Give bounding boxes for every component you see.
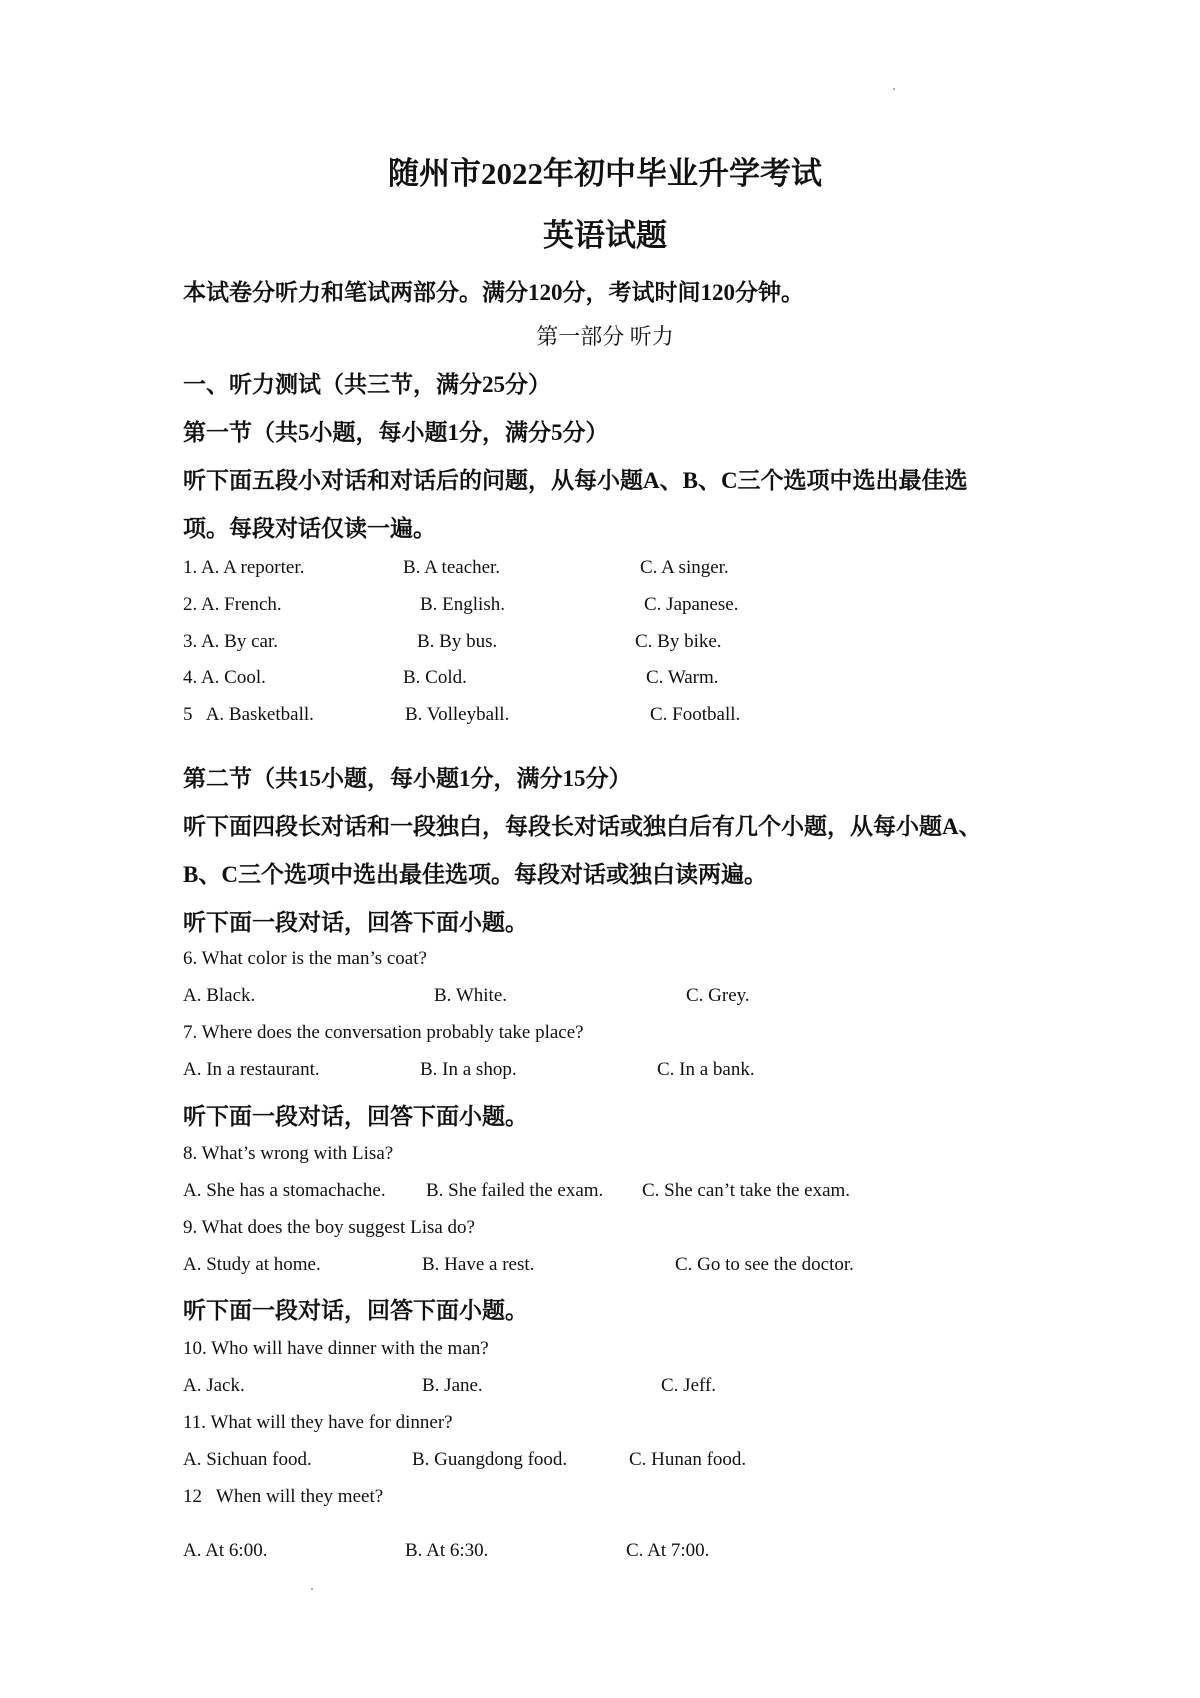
q10-option-a: A. Jack. bbox=[183, 1375, 245, 1396]
q7-option-c: C. In a bank. bbox=[657, 1059, 755, 1080]
q2-option-c: C. Japanese. bbox=[644, 594, 739, 615]
q2-option-a: 2. A. French. bbox=[183, 594, 282, 615]
q8-option-c: C. She can’t take the exam. bbox=[642, 1180, 851, 1201]
q6-option-a: A. Black. bbox=[183, 985, 256, 1006]
q7-option-b: B. In a shop. bbox=[420, 1059, 517, 1080]
q1-option-a: 1. A. A reporter. bbox=[183, 557, 305, 578]
q10-option-c: C. Jeff. bbox=[661, 1375, 717, 1396]
q3-option-a: 3. A. By car. bbox=[183, 631, 278, 652]
scan-mark bbox=[893, 88, 895, 90]
listen-prompt: 听下面一段对话，回答下面小题。 bbox=[183, 910, 528, 935]
q11-option-b: B. Guangdong food. bbox=[412, 1449, 568, 1470]
q4-option-a: 4. A. Cool. bbox=[183, 667, 266, 688]
question-10: 10. Who will have dinner with the man? bbox=[183, 1338, 489, 1359]
question-7: 7. Where does the conversation probably take place? bbox=[183, 1022, 584, 1043]
section1-instruction: 项。每段对话仅读一遍。 bbox=[183, 516, 436, 541]
q4-option-c: C. Warm. bbox=[646, 667, 719, 688]
section-header: 一、听力测试（共三节，满分25分） bbox=[183, 372, 551, 397]
section1-heading: 第一节（共5小题，每小题1分，满分5分） bbox=[183, 420, 609, 445]
q12-option-c: C. At 7:00. bbox=[626, 1540, 710, 1561]
q6-option-c: C. Grey. bbox=[686, 985, 750, 1006]
listen-prompt: 听下面一段对话，回答下面小题。 bbox=[183, 1104, 528, 1129]
page-title: 随州市2022年初中毕业升学考试 bbox=[388, 156, 822, 191]
q12-option-b: B. At 6:30. bbox=[405, 1540, 489, 1561]
q2-option-b: B. English. bbox=[420, 594, 505, 615]
question-8: 8. What’s wrong with Lisa? bbox=[183, 1143, 394, 1164]
question-6: 6. What color is the man’s coat? bbox=[183, 948, 427, 969]
q6-option-b: B. White. bbox=[434, 985, 508, 1006]
q3-option-b: B. By bus. bbox=[417, 631, 498, 652]
q8-option-a: A. She has a stomachache. bbox=[183, 1180, 386, 1201]
q4-option-b: B. Cold. bbox=[403, 667, 467, 688]
q12-option-a: A. At 6:00. bbox=[183, 1540, 268, 1561]
q9-option-b: B. Have a rest. bbox=[422, 1254, 535, 1275]
part-one-heading: 第一部分 听力 bbox=[536, 324, 674, 349]
q7-option-a: A. In a restaurant. bbox=[183, 1059, 320, 1080]
section2-instruction: 听下面四段长对话和一段独白，每段长对话或独白后有几个小题，从每小题A、 bbox=[183, 814, 982, 839]
question-11: 11. What will they have for dinner? bbox=[183, 1412, 453, 1433]
listen-prompt: 听下面一段对话，回答下面小题。 bbox=[183, 1298, 528, 1323]
q8-option-b: B. She failed the exam. bbox=[426, 1180, 604, 1201]
scan-mark bbox=[311, 1588, 313, 1590]
section2-instruction: B、C三个选项中选出最佳选项。每段对话或独白读两遍。 bbox=[183, 862, 767, 887]
section1-instruction: 听下面五段小对话和对话后的问题，从每小题A、B、C三个选项中选出最佳选 bbox=[183, 468, 968, 493]
page-subtitle: 英语试题 bbox=[543, 218, 667, 253]
q3-option-c: C. By bike. bbox=[635, 631, 722, 652]
exam-intro: 本试卷分听力和笔试两部分。满分120分，考试时间120分钟。 bbox=[183, 280, 804, 305]
q11-option-c: C. Hunan food. bbox=[629, 1449, 747, 1470]
question-12: 12 When will they meet? bbox=[183, 1486, 384, 1507]
q1-option-b: B. A teacher. bbox=[403, 557, 501, 578]
q5-option-c: C. Football. bbox=[650, 704, 741, 725]
question-9: 9. What does the boy suggest Lisa do? bbox=[183, 1217, 475, 1238]
q5-option-b: B. Volleyball. bbox=[405, 704, 510, 725]
q10-option-b: B. Jane. bbox=[422, 1375, 483, 1396]
q1-option-c: C. A singer. bbox=[640, 557, 729, 578]
q9-option-a: A. Study at home. bbox=[183, 1254, 321, 1275]
q9-option-c: C. Go to see the doctor. bbox=[675, 1254, 854, 1275]
section2-heading: 第二节（共15小题，每小题1分，满分15分） bbox=[183, 766, 632, 791]
q5-option-a: 5 A. Basketball. bbox=[183, 704, 314, 725]
q11-option-a: A. Sichuan food. bbox=[183, 1449, 312, 1470]
